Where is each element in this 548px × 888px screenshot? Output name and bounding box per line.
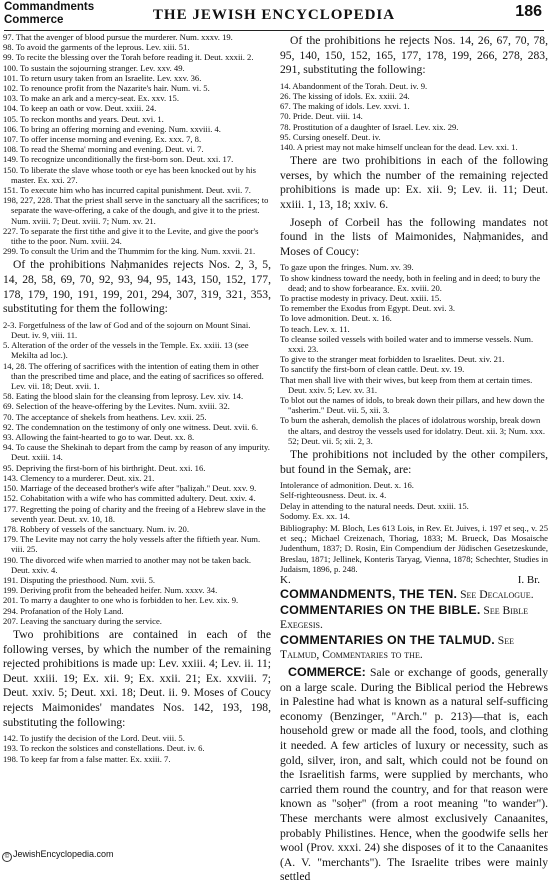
list-item: 70. Pride. Deut. viii. 14. (280, 111, 363, 122)
list-item: 107. To offer incense morning and evening. Ex. xxx. 7, 8. (3, 134, 202, 145)
list-item: To blot out the names of idols, to break down their pillars, and hew down the "asherim." Deut. vii. 5, xii. 3. (280, 395, 545, 416)
list-item: To gaze upon the fringes. Num. xv. 39. (280, 262, 414, 273)
body-paragraph: The prohibitions not included by the other compilers, but found in the Semaḳ, are: (280, 448, 548, 476)
coucy-mandates-list (3, 733, 271, 764)
list-item: 193. To reckon the solstices and constellations. Deut. iv. 6. (3, 743, 205, 754)
entry-title: COMMENTARIES ON THE TALMUD. (280, 632, 495, 647)
commerce-text: Sale or exchange of goods, generally on a large scale. During the Biblical period the Hebrews in Palestine had what is known as a natural self-sufficing economy (Benzinger, "Arch." p. 213)—that is, each household grew or made all the food, tools, and clothing it needed. A few articles of luxury or necessity, such as gold, silver, iron, and salt, which could not be found on the Israelitish farms, were supplied by merchants, who carried them round the country, and for that reason were known as "soḥer" (from a root meaning "to wander"). These merchants were almost exclusively Canaanites, probably Philistines. Hence, when the goodwife sells her wool (Prov. xxxi. 24) she disposes of it to the Canaanites (A. V. "merchants"). The Israelite tribes were mainly settled (280, 666, 548, 884)
running-head-term-1: Commandments (4, 1, 95, 13)
list-item: 140. A priest may not make himself unclean for the dead. Lev. xxi. 1. (280, 142, 518, 152)
list-item: 227. To separate the first tithe and give it to the Levite, and give the poor's tithe to the poor. Num. xviii. 24. (3, 225, 259, 247)
list-item: 143. Clemency to a murderer. Deut. xix. 21. (3, 472, 155, 483)
list-item: 177. Regretting the poing of charity and the freeing of a Hebrew slave in the seventh year. Deut. xv. 10, 18. (3, 503, 266, 524)
cross-reference-link[interactable]: See Talmud, Commentaries to the. (280, 633, 515, 662)
list-item: To remember the Exodus from Egypt. Deut. xvi. 3. (280, 303, 456, 314)
list-item: 26. The kissing of idols. Ex. xxiii. 24. (280, 90, 410, 101)
bibliography: Bibliography: M. Bloch, Les 613 Lois, in Rev. Et. Juives, i. 197 et seq., v. 25 et seq.; Michael Creizenach, Thoriag, 1833; M. Brueck, Das Mosaische Judenthum, 1837; D. Rosin, Ein Compendium der Jüdischen Gesetzeskunde, Breslau, 1871; Jellinek, Konteris Taryag, Vienna, 1878; Schechter, Studies in Judaism, 1896, p. 248. (280, 523, 548, 574)
mandates-list-continued (3, 32, 271, 256)
cross-reference-entry (280, 603, 548, 633)
prohibitions-list (3, 320, 271, 626)
list-item: 94. To cause the Shekinah to depart from the camp by reason of any impurity. Deut. xxiii. 14. (3, 442, 270, 463)
list-item: 179. The Levite may not carry the holy vessels after the fiftieth year. Num. viii. 25. (3, 534, 261, 555)
list-item: To love admonition. Deut. x. 16. (280, 313, 392, 324)
page-header (4, 0, 544, 31)
entry-title: COMMANDMENTS, THE TEN. (280, 587, 458, 602)
list-item: 150. Marriage of the deceased brother's wife after "ḥaliẓah." Deut. xxv. 9. (3, 483, 257, 494)
cross-reference-link[interactable]: See Decalogue. (460, 588, 534, 602)
list-item: 299. To consult the Urim and the Thummim for the king. Num. xxvii. 21. (3, 246, 256, 257)
list-item: 106. To bring an offering morning and evening. Num. xxviii. 4. (3, 123, 221, 134)
list-item: To show kindness toward the needy, both in feeling and in deed; to bury the dead; and to show forbearance. Ex. xviii. 20. (280, 272, 541, 293)
list-item: 151. To execute him who has incurred capital punishment. Deut. xvii. 7. (3, 185, 251, 196)
list-item: 92. The condemnation on the testimony of only one witness. Deut. xvii. 6. (3, 421, 258, 432)
commerce-title: COMMERCE: (288, 665, 366, 679)
list-item: 14, 28. The offering of sacrifices with the intention of eating them in other than the prescribed time and place, and the eating of sacrifices so offered. Lev. vii. 18; Deut. xvii. 1. (3, 360, 264, 392)
list-item: 198, 227, 228. That the priest shall serve in the sanctuary all the sacrifices; to separate the wave-offering, a cake of the dough, and give it to the priest. Num. xviii. 7; Deut. xviii. 7; Num. xv. 21. (3, 195, 269, 226)
list-item: 2-3. Forgetfulness of the law of God and of the sojourn on Mount Sinai. Deut. iv. 9, viii. 11. (3, 319, 251, 341)
copyright-icon: © (2, 852, 12, 862)
list-item: 178. Robbery of vessels of the sanctuary. Num. iv. 20. (3, 523, 190, 534)
running-head-term-2: Commerce (4, 13, 64, 26)
body-paragraph: Of the prohibitions he rejects Nos. 14, 26, 67, 70, 78, 95, 140, 150, 152, 165, 177, 178, 199, 266, 278, 283, 291, substituting the following: (280, 34, 548, 77)
body-paragraph: There are two prohibitions in each of the following verses, by which the number of the remaining rejected prohibitions is made up: Ex. xii. 9; Lev. ii. 11; Deut. xxiii. 1, 13, 18; xxiv. 6. (280, 154, 548, 211)
list-item: 294. Profanation of the Holy Land. (3, 605, 124, 616)
list-item: Delay in attending to the natural needs. Deut. xxiii. 15. (280, 500, 469, 511)
list-item: 98. To avoid the garments of the leprous. Lev. xiii. 51. (3, 42, 190, 53)
body-paragraph: Two prohibitions are contained in each of the following verses, by which the number of the remaining rejected prohibitions is made up: Lev. xxiii. 4; Lev. ii. 11; Deut. xxiii. 19; Ex. xii. 9; Ex. xxii. 21; Ex. xxviii. 7; Deut. xxiv. 5; Deut. xxi. 18; Deut. ii. 9. Moses of Coucy rejects Maimonides' mandates Nos. 142, 193, 198, substituting the following: (3, 627, 271, 729)
list-item: 95. Cursing oneself. Deut. iv. (280, 131, 381, 142)
list-item: To burn the asherah, demolish the places of idolatrous worship, break down the altars, and destroy the vessels used for idolatry. Deut. xii. 3; Num. xxx. 52; Deut. vii. 5; xii. 2, 3. (280, 415, 545, 446)
list-item: 191. Disputing the priesthood. Num. xvii. 5. (3, 574, 156, 585)
list-item: 199. Deriving profit from the beheaded heifer. Num. xxxv. 34. (3, 585, 218, 596)
list-item: 142. To justify the decision of the Lord. Deut. viii. 5. (3, 733, 185, 744)
list-item: 101. To return usury taken from an Israelite. Lev. xxv. 36. (3, 72, 202, 83)
list-item: To cleanse soiled vessels with boiled water and to immerse vessels. Num. xxxi. 23. (280, 333, 534, 354)
left-column (3, 32, 271, 764)
semak-prohibitions-list (280, 480, 548, 521)
list-item: To give to the stranger meat forbidden to Israelites. Deut. xiv. 21. (280, 354, 505, 365)
list-item: 103. To make an ark and a mercy-seat. Ex. xxv. 15. (3, 93, 179, 104)
list-item: 78. Prostitution of a daughter of Israel. Lev. xix. 29. (280, 121, 459, 132)
signature-right: I. Br. (517, 574, 540, 587)
list-item: 67. The making of idols. Lev. xxvi. 1. (280, 101, 410, 112)
list-item: 150. To liberate the slave whose tooth or eye has been knocked out by his master. Ex. xxi. 27. (3, 164, 256, 185)
list-item: To sanctify the first-born of clean cattle. Deut. xv. 19. (280, 364, 465, 375)
list-item: 207. Leaving the sanctuary during the service. (3, 615, 162, 626)
list-item: 198. To keep far from a false matter. Ex. xxiii. 7. (3, 753, 171, 764)
list-item: Intolerance of admonition. Deut. x. 16. (280, 480, 414, 491)
list-item: 190. The divorced wife when married to another may not be taken back. Deut. xxiv. 4. (3, 554, 252, 575)
cross-reference-entry (280, 633, 548, 663)
list-item: 104. To keep an oath or vow. Deut. xxiii. 24. (3, 103, 157, 114)
publication-title: THE JEWISH ENCYCLOPEDIA (152, 7, 396, 23)
cross-reference-entry (280, 587, 548, 603)
body-paragraph: Joseph of Corbeil has the following mandates not found in the lists of Maimonides, Naḥmanides, and Moses of Coucy: (280, 215, 548, 258)
cross-reference-link[interactable]: See Bible Exegesis. (280, 603, 529, 632)
right-column (280, 32, 548, 888)
site-credit[interactable] (0, 848, 116, 863)
list-item: 70. The acceptance of shekels from heathens. Lev. xxii. 25. (3, 411, 207, 422)
list-item: 149. To recognize unconditionally the first-born son. Deut. xxi. 17. (3, 154, 234, 165)
entry-title: COMMENTARIES ON THE BIBLE. (280, 602, 481, 617)
commerce-article (280, 665, 548, 885)
list-item: 99. To recite the blessing over the Torah before reading it. Deut. xxxii. 2. (3, 52, 254, 63)
substituted-prohibitions-list (280, 81, 548, 152)
list-item: 102. To renounce profit from the Nazarite's hair. Num. vi. 5. (3, 83, 210, 94)
list-item: To teach. Lev. x. 11. (280, 323, 350, 334)
author-signatures (280, 574, 548, 587)
list-item: 93. Allowing the faint-hearted to go to war. Deut. xx. 8. (3, 432, 195, 443)
list-item: 108. To read the Shema' morning and evening. Deut. vi. 7. (3, 144, 204, 155)
list-item: 69. Selection of the heave-offering by the Levites. Num. xviii. 32. (3, 401, 230, 412)
body-paragraph: Of the prohibitions Naḥmanides rejects Nos. 2, 3, 5, 14, 28, 58, 69, 70, 92, 93, 94, 95, 143, 150, 152, 177, 178, 179, 190, 191, 199, 201, 294, 307, 319, 321, 353, substituting for them the following: (3, 258, 271, 316)
site-credit-text: JewishEncyclopedia.com (13, 849, 114, 859)
signature-left: K. (280, 574, 291, 587)
list-item: 152. Cohabitation with a wife who has committed adultery. Deut. xxiv. 4. (3, 493, 256, 504)
list-item: 14. Abandonment of the Torah. Deut. iv. 9. (280, 80, 428, 91)
list-item: 105. To reckon months and years. Deut. xvi. 1. (3, 113, 164, 124)
list-item: To practise modesty in privacy. Deut. xxiii. 15. (280, 292, 442, 303)
list-item: 95. Depriving the first-born of his birthright. Deut. xxi. 16. (3, 462, 206, 473)
list-item: 97. That the avenger of blood pursue the murderer. Num. xxxv. 19. (3, 32, 233, 42)
list-item: 201. To marry a daughter to one who is forbidden to her. Lev. xix. 9. (3, 595, 239, 606)
list-item: 5. Alteration of the order of the vessels in the Temple. Ex. xxiii. 13 (see Mekilta ad loc.). (3, 340, 249, 361)
list-item: 100. To sustain the sojourning stranger. Lev. xxv. 49. (3, 62, 185, 73)
list-item: Sodomy. Ex. xx. 14. (280, 510, 350, 521)
corbeil-mandates-list (280, 262, 548, 446)
page-number: 186 (515, 3, 542, 20)
list-item: Self-righteousness. Deut. ix. 4. (280, 490, 387, 501)
list-item: 58. Eating the blood slain for the cleansing from leprosy. Lev. xiv. 14. (3, 391, 244, 402)
list-item: That men shall live with their wives, but keep from them at certain times. Deut. xxiv. 5; Lev. xv. 31. (280, 374, 533, 395)
